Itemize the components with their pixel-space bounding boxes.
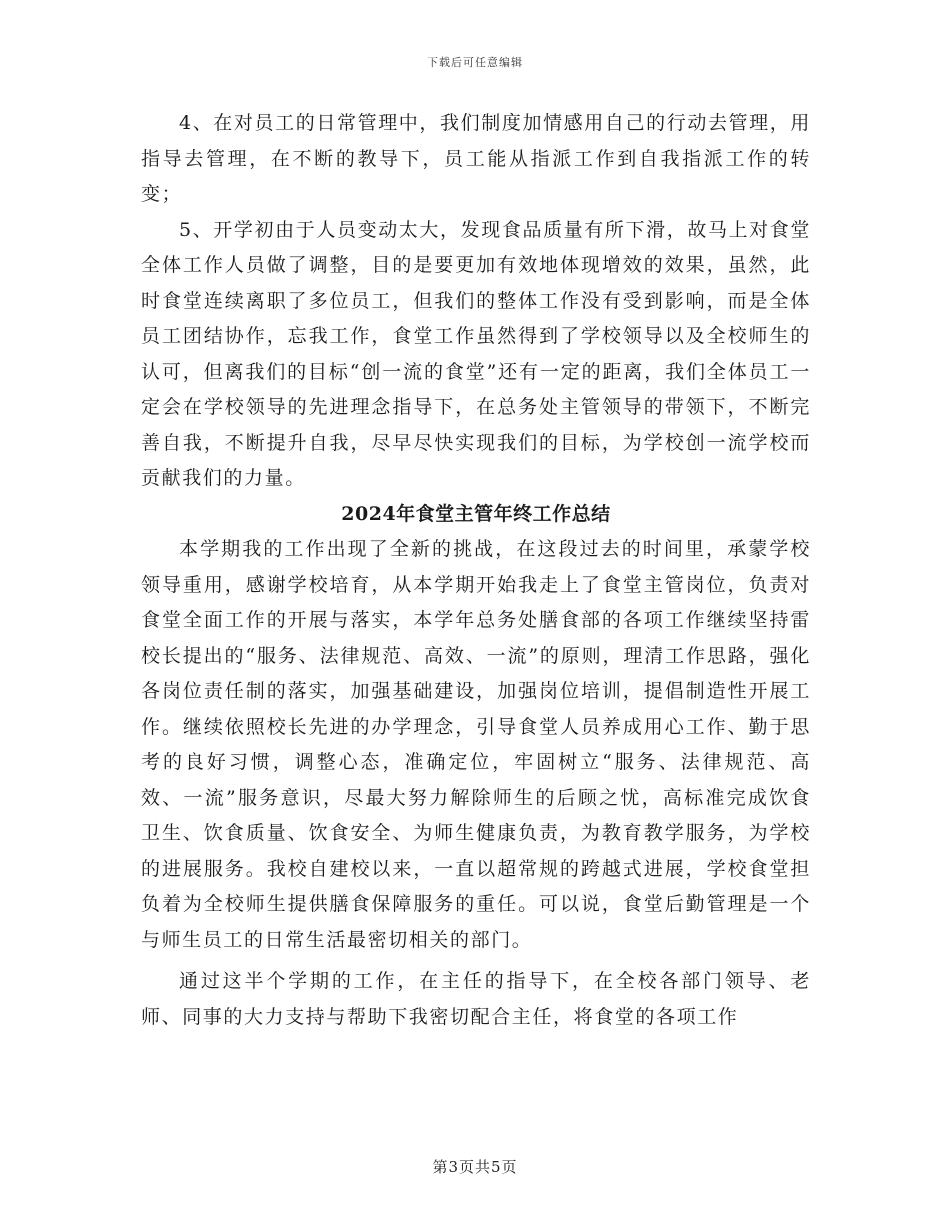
paragraph-continued: 通过这半个学期的工作，在主任的指导下，在全校各部门领导、老师、同事的大力支持与帮助下我密切配合主任，将食堂的各项工作 [141, 970, 811, 1028]
document-body [141, 106, 811, 1035]
section-title: 2024年食堂主管年终工作总结 [341, 502, 611, 525]
paragraph-intro: 本学期我的工作出现了全新的挑战，在这段过去的时间里，承蒙学校领导重用，感谢学校培育，从本学期开始我走上了食堂主管岗位，负责对食堂全面工作的开展与落实，本学年总务处膳食部的各项工作继续坚持雷校长提出的“服务、法律规范、高效、一流”的原则，理清工作思路，强化各岗位责任制的落实，加强基础建设，加强岗位培训，提倡制造性开展工作。继续依照校长先进的办学理念，引导食堂人员养成用心工作、勤于思考的良好习惯，调整心态，准确定位，牢固树立“服务、法律规范、高效、一流”服务意识，尽最大努力解除师生的后顾之忧，高标准完成饮食卫生、饮食质量、饮食安全、为师生健康负责，为教育教学服务，为学校的进展服务。我校自建校以来，一直以超常规的跨越式进展，学校食堂担负着为全校师生提供膳食保障服务的重任。可以说，食堂后勤管理是一个与师生员工的日常生活最密切相关的部门。 [141, 538, 811, 951]
paragraph-item-5: 5、开学初由于人员变动太大，发现食品质量有所下滑，故马上对食堂全体工作人员做了调整，目的是要更加有效地体现增效的效果，虽然，此时食堂连续离职了多位员工，但我们的整体工作没有受到影响，而是全体员工团结协作，忘我工作，食堂工作虽然得到了学校领导以及全校师生的认可，但离我们的目标“创一流的食堂”还有一定的距离，我们全体员工一定会在学校领导的先进理念指导下，在总务处主管领导的带领下，不断完善自我，不断提升自我，尽早尽快实现我们的目标，为学校创一流学校而贡献我们的力量。 [141, 218, 811, 489]
page-number: 第3页共5页 [432, 1158, 518, 1176]
paragraph-item-4: 4、在对员工的日常管理中，我们制度加情感用自己的行动去管理，用指导去管理，在不断的教导下，员工能从指派工作到自我指派工作的转变； [141, 112, 811, 205]
header-note: 下载后可任意编辑 [427, 56, 523, 69]
